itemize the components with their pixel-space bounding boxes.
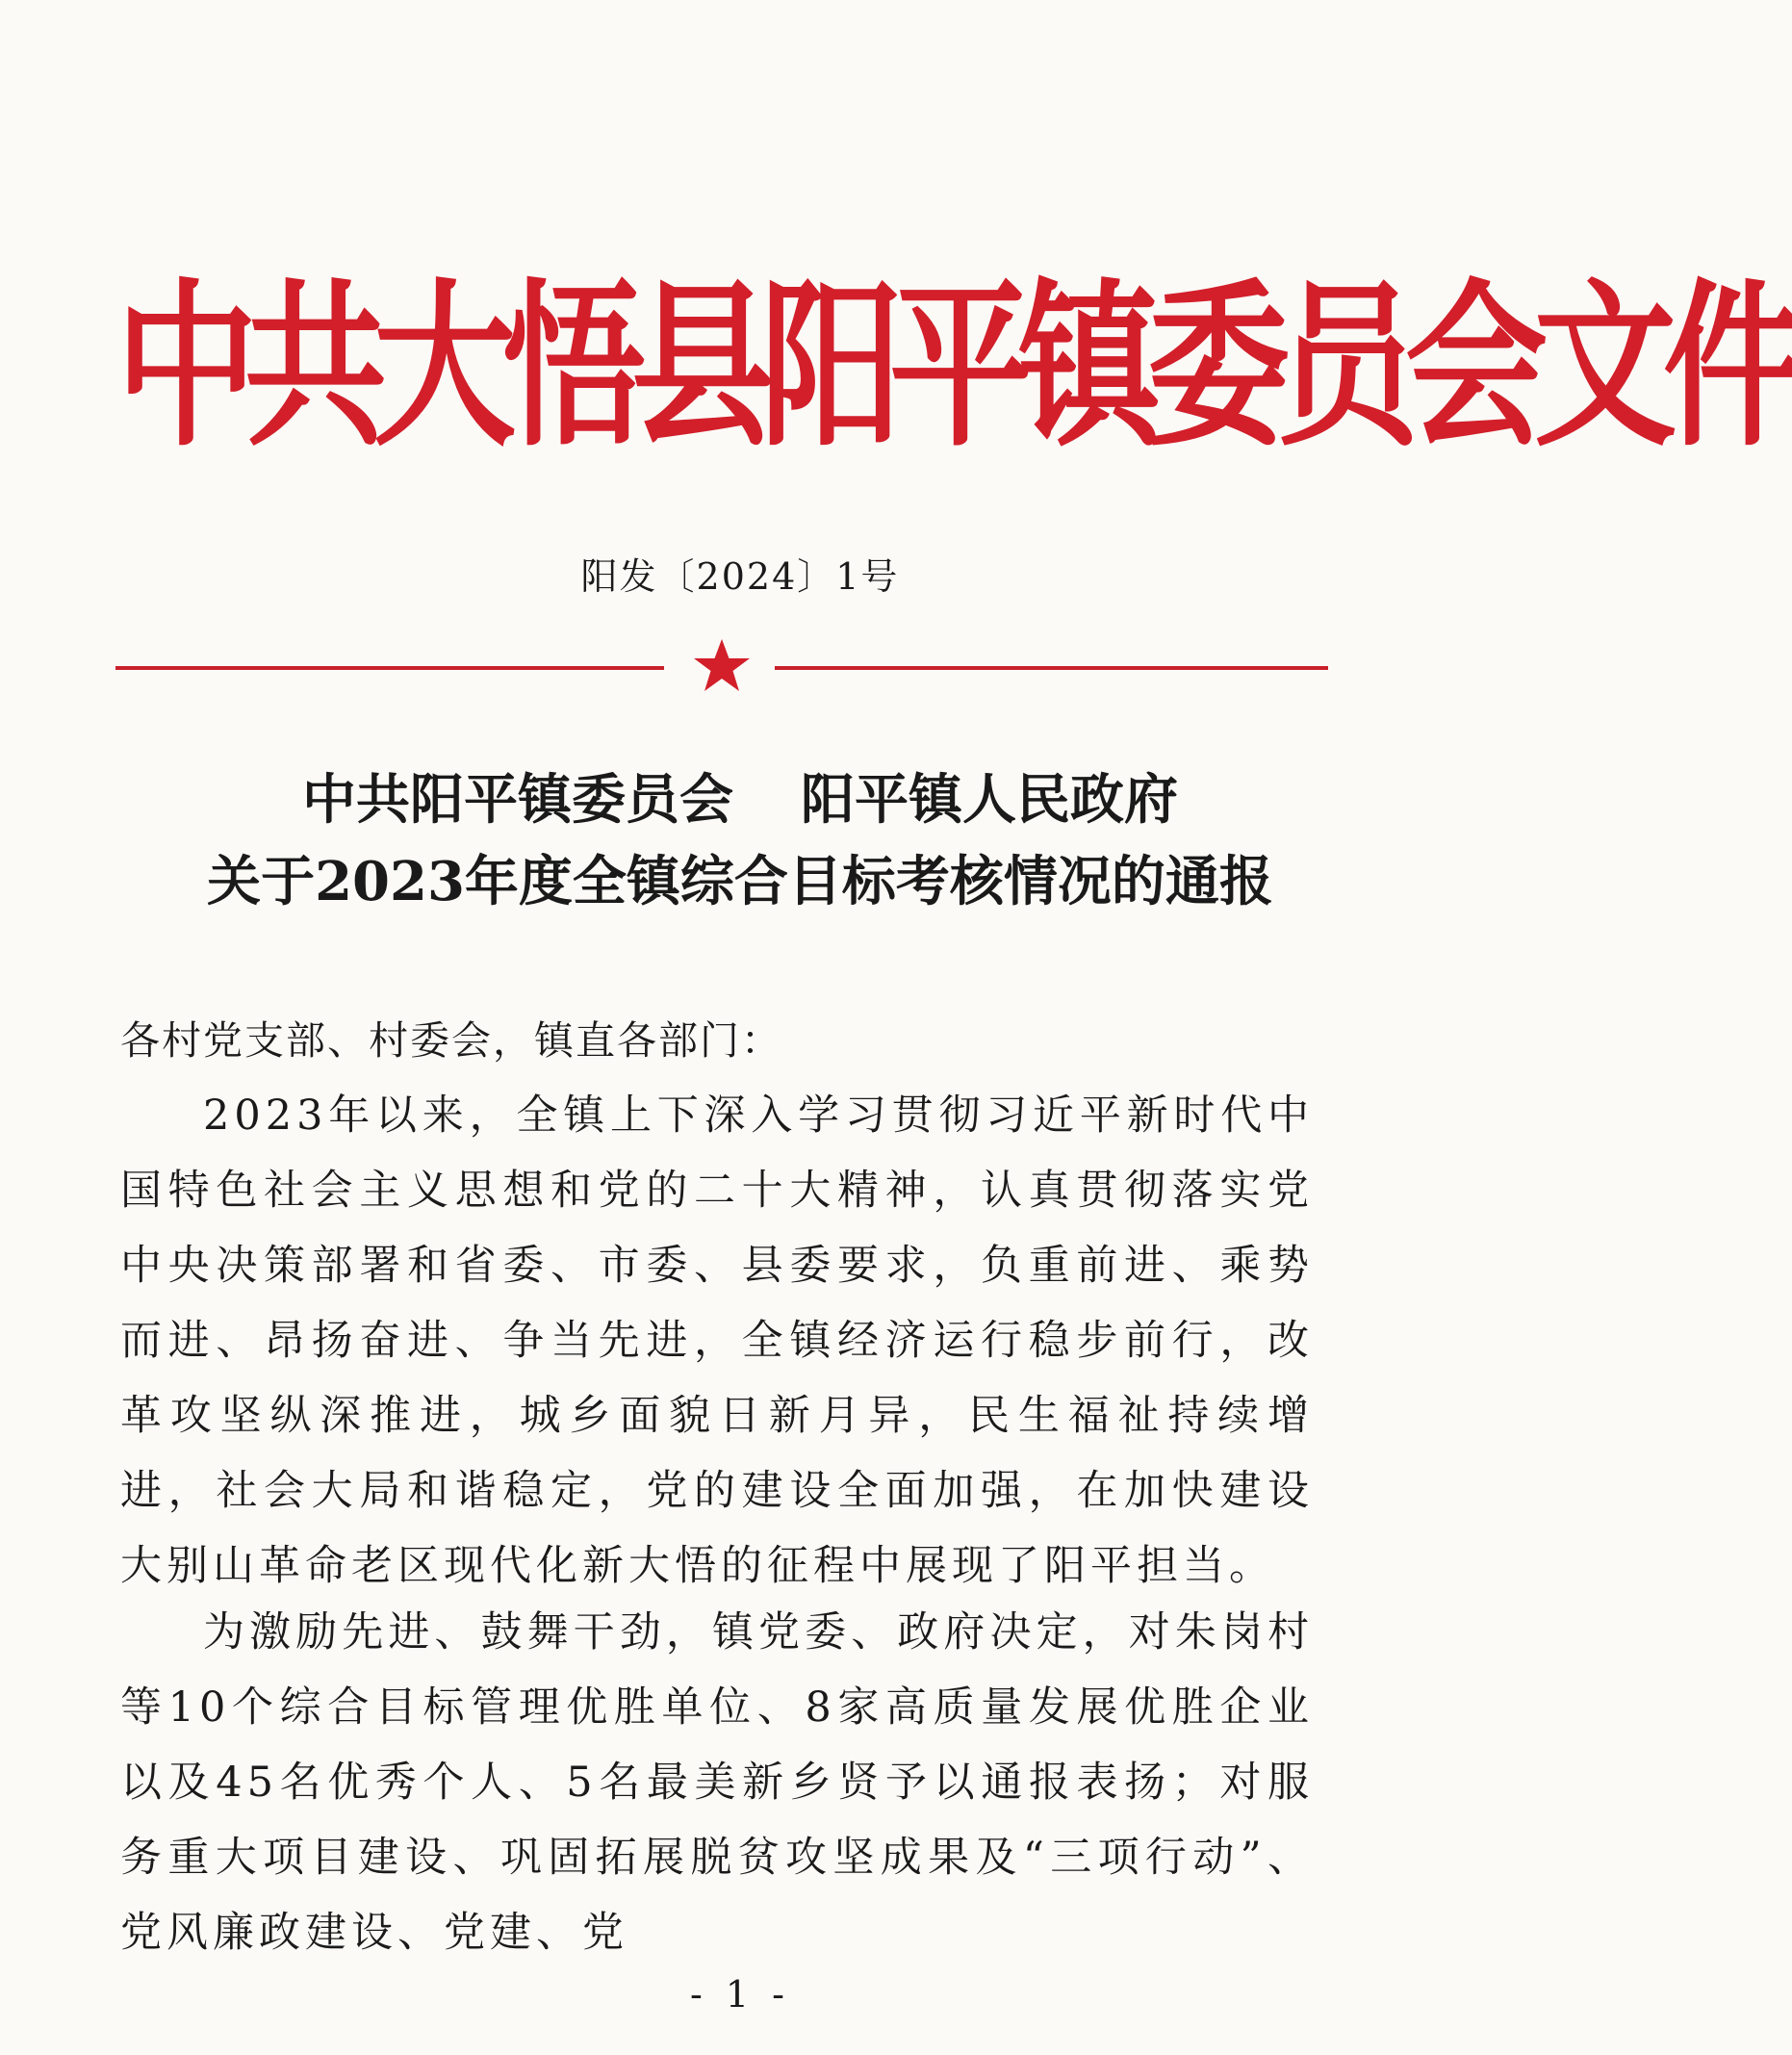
document-masthead: 中共大悟县阳平镇委员会文件	[115, 263, 1792, 471]
page-number: - 1 -	[689, 1973, 790, 2016]
title-issuer-party: 中共阳平镇委员会	[302, 768, 733, 832]
red-star-icon	[691, 635, 753, 697]
title-issuers	[0, 758, 1480, 835]
document-number: 阳发〔2024〕1号	[580, 555, 900, 598]
title-subject: 关于2023年度全镇综合目标考核情况的通报	[207, 850, 1273, 913]
title-issuer-gov: 阳平镇人民政府	[801, 768, 1178, 832]
red-divider-right	[775, 666, 1328, 670]
body-paragraph-2: 为激励先进、鼓舞干劲，镇党委、政府决定，对朱岗村等10个综合目标管理优胜单位、8家高质量发展优胜企业以及45名优秀个人、5名最美新乡贤予以通报表扬；对服务重大项目建设、巩固拓展脱贫攻坚成果及“三项行动”、党风廉政建设、党建、党	[120, 1608, 1314, 1957]
body-paragraph-1: 2023年以来，全镇上下深入学习贯彻习近平新时代中国特色社会主义思想和党的二十大精神，认真贯彻落实党中央决策部署和省委、市委、县委要求，负重前进、乘势而进、昂扬奋进、争当先进，全镇经济运行稳步前行，改革攻坚纵深推进，城乡面貌日新月异，民生福祉持续增进，社会大局和谐稳定，党的建设全面加强，在加快建设大别山革命老区现代化新大悟的征程中展现了阳平担当。	[120, 1092, 1314, 1590]
salutation: 各村党支部、村委会，镇直各部门：	[120, 1017, 782, 1064]
red-divider-left	[115, 666, 664, 670]
